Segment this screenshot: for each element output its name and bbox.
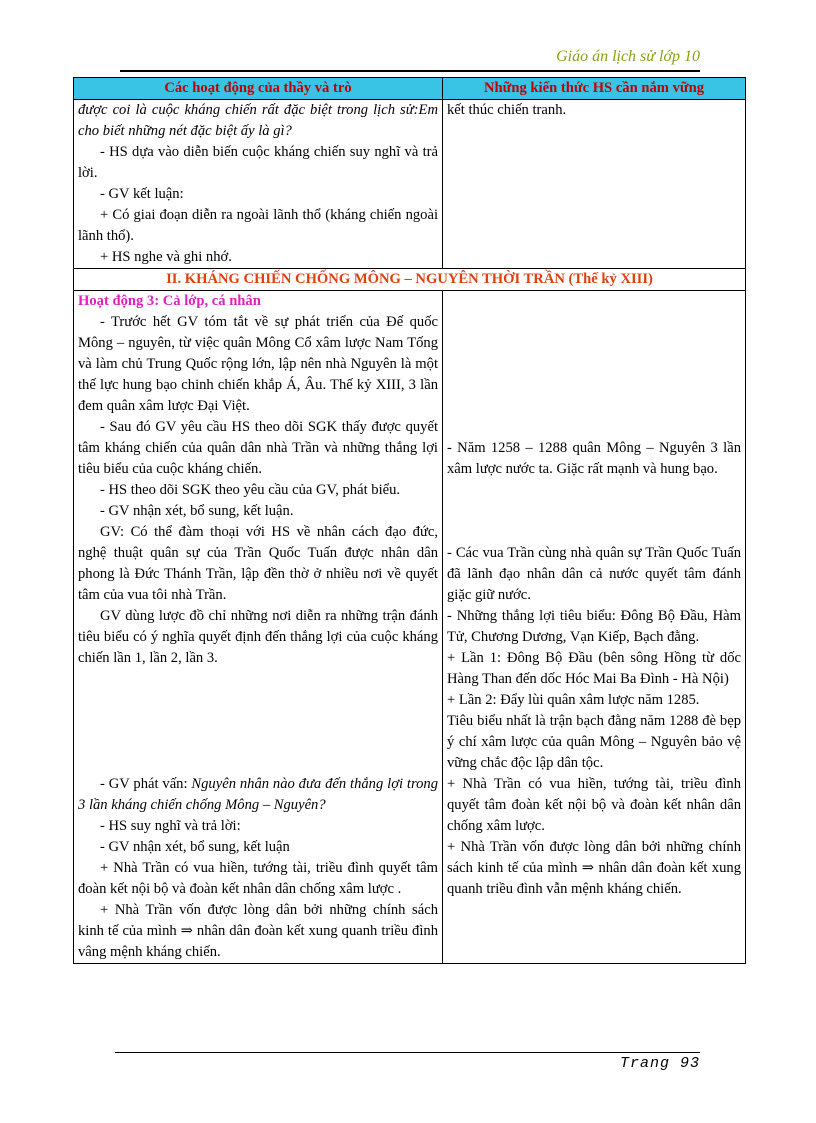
column-header-teacher-student: Các hoạt động của thầy và trò — [74, 78, 443, 100]
header-divider — [120, 70, 700, 72]
table-row — [74, 100, 746, 269]
paragraph: + HS nghe và ghi nhớ. — [100, 249, 232, 265]
paragraph: + Lần 2: Đẩy lùi quân xâm lược năm 1285. — [447, 692, 700, 708]
activities-cell — [74, 291, 443, 964]
page-number: Trang 93 — [619, 1055, 700, 1072]
question-text: Nguyên nhân nào đưa đến thắng lợi trong 3 lần kháng chiến chống Mông – Nguyên? — [78, 776, 438, 813]
paragraph: + Nhà Trần có vua hiền, tướng tài, triều đình quyết tâm đoàn kết nội bộ và đoàn kết nhân dân chống xâm lược. — [447, 776, 741, 834]
paragraph: + Có giai đoạn diễn ra ngoài lãnh thổ (kháng chiến ngoài lãnh thổ). — [78, 207, 438, 244]
document-header-title: Giáo án lịch sử lớp 10 — [556, 48, 700, 65]
blank-space — [447, 480, 741, 543]
paragraph: + Nhà Trần vốn được lòng dân bởi những chính sách kinh tế của mình ⇒ nhân dân đoàn kết xung quanh triều đình vẫn mệnh kháng chiến. — [447, 839, 741, 897]
question-prefix: - GV phát vấn: — [100, 776, 192, 792]
paragraph: - Sau đó GV yêu cầu HS theo dõi SGK thấy được quyết tâm kháng chiến của quân dân nhà Trần và những thắng lợi tiêu biểu của cuộc kháng chiến. — [78, 419, 438, 477]
footer-divider — [115, 1052, 700, 1053]
paragraph: GV dùng lược đồ chỉ những nơi diễn ra những trận đánh tiêu biểu có ý nghĩa quyết định đến thắng lợi của cuộc kháng chiến lần 1, lần 2, lần 3. — [78, 608, 438, 666]
activities-cell — [74, 100, 443, 269]
paragraph: - HS suy nghĩ và trả lời: — [100, 818, 241, 834]
question-paragraph — [78, 774, 438, 816]
paragraph: + Lần 1: Đông Bộ Đầu (bên sông Hồng từ dốc Hàng Than đến dốc Hóc Mai Ba Đình - Hà Nội) — [447, 650, 741, 687]
paragraph: Tiêu biểu nhất là trận bạch đằng năm 1288 đè bẹp ý chí xâm lược của quân Mông – Nguyên bảo vệ vững chắc độc lập dân tộc. — [447, 713, 741, 771]
paragraph: - Những thắng lợi tiêu biểu: Đông Bộ Đầu, Hàm Tử, Chương Dương, Vạn Kiếp, Bạch đằng. — [447, 608, 741, 645]
paragraph: - Trước hết GV tóm tắt về sự phát triển của Đế quốc Mông – nguyên, từ việc quân Mông Cổ xâm lược Nam Tống và làm chủ Trung Quốc rộng lớn, lập nên nhà Nguyên là một thế lực hung bạo chinh chiến khắp Á, Âu. Thế kỷ XIII, 3 lần đem quân xâm lược Đại Việt. — [78, 314, 438, 414]
paragraph: GV: Có thể đàm thoại với HS về nhân cách đạo đức, nghệ thuật quân sự của Trần Quốc Tuấn được nhân dân phong là Đức Thánh Trần, lập đền thờ ở nhiều nơi về quyết tâm của vua tôi nhà Trần. — [78, 524, 438, 603]
paragraph: - HS dựa vào diễn biến cuộc kháng chiến suy nghĩ và trả lời. — [78, 144, 438, 181]
lesson-table — [73, 77, 746, 964]
knowledge-cell — [443, 291, 746, 964]
paragraph: - HS theo dõi SGK theo yêu cầu của GV, phát biểu. — [100, 482, 401, 498]
blank-space — [447, 291, 741, 438]
paragraph: - Các vua Trần cùng nhà quân sự Trần Quốc Tuấn đã lãnh đạo nhân dân cả nước quyết tâm đánh giặc giữ nước. — [447, 545, 741, 603]
paragraph: - Năm 1258 – 1288 quân Mông – Nguyên 3 lần xâm lược nước ta. Giặc rất mạnh và hung bạo. — [447, 440, 741, 477]
paragraph: - GV nhận xét, bổ sung, kết luận — [100, 839, 290, 855]
activity-title: Hoạt động 3: Cả lớp, cá nhân — [78, 293, 261, 309]
blank-space — [78, 669, 438, 774]
paragraph: kết thúc chiến tranh. — [447, 102, 567, 118]
paragraph: - GV kết luận: — [100, 186, 184, 202]
table-row — [74, 291, 746, 964]
paragraph: - GV nhận xét, bổ sung, kết luận. — [100, 503, 294, 519]
question-text: được coi là cuộc kháng chiến rất đặc biệt trong lịch sử:Em cho biết những nét đặc biệt ấy là gì? — [78, 102, 438, 139]
paragraph: + Nhà Trần có vua hiền, tướng tài, triều đình quyết tâm đoàn kết nội bộ và đoàn kết nhân dân chống xâm lược . — [78, 860, 438, 897]
paragraph: + Nhà Trần vốn được lòng dân bởi những chính sách kinh tế của mình ⇒ nhân dân đoàn kết xung quanh triều đình vâng mệnh kháng chiến. — [78, 902, 438, 960]
column-header-knowledge: Những kiến thức HS cần nắm vững — [443, 78, 746, 100]
section-heading: II. KHÁNG CHIẾN CHỐNG MÔNG – NGUYÊN THỜI TRẦN (Thế kỷ XIII) — [74, 269, 746, 291]
knowledge-cell — [443, 100, 746, 269]
